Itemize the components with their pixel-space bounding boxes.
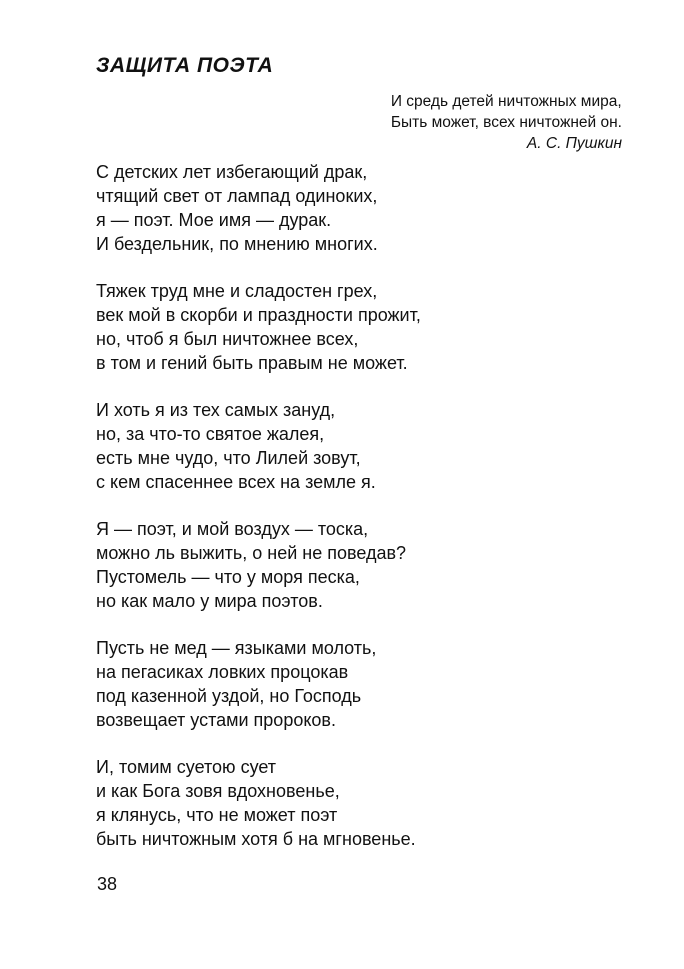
stanza <box>96 398 421 494</box>
epigraph <box>391 91 622 154</box>
epigraph-line: Быть может, всех ничтожней он. <box>390 114 622 131</box>
stanza <box>96 755 421 851</box>
poem-line: но, за что-то святое жалея, <box>96 424 325 444</box>
poem-title: ЗАЩИТА ПОЭТА <box>96 54 274 77</box>
stanza <box>96 517 421 613</box>
poem-line: я — поэт. Мое имя — дурак. <box>96 210 332 230</box>
poem-line: И, томим суетою сует <box>96 757 277 777</box>
poem-line: Пусть не мед — языками молоть, <box>96 638 377 658</box>
poem-line: но как мало у мира поэтов. <box>96 591 323 611</box>
poem-line: возвещает устами пророков. <box>96 710 336 730</box>
poem-line: чтящий свет от лампад одиноких, <box>96 186 378 206</box>
poem-line: под казенной уздой, но Господь <box>96 686 362 706</box>
poem-line: с кем спасеннее всех на земле я. <box>96 472 376 492</box>
page-number: 38 <box>97 874 118 894</box>
poem-line: С детских лет избегающий драк, <box>96 162 368 182</box>
poem-body <box>96 160 421 874</box>
poem-line: в том и гений быть правым не может. <box>96 353 408 373</box>
poem-line: на пегасиках ловких процокав <box>96 662 349 682</box>
epigraph-author: А. С. Пушкин <box>526 135 622 152</box>
poem-line: я клянусь, что не может поэт <box>96 805 338 825</box>
poem-line: но, чтоб я был ничтожнее всех, <box>96 329 359 349</box>
poem-line: И бездельник, по мнению многих. <box>96 234 378 254</box>
epigraph-line: И средь детей ничтожных мира, <box>390 93 622 110</box>
poem-line: можно ль выжить, о ней не поведав? <box>96 543 407 563</box>
poem-line: Тяжек труд мне и сладостен грех, <box>96 281 378 301</box>
stanza <box>96 160 421 256</box>
stanza <box>96 279 421 375</box>
poem-line: Пустомель — что у моря песка, <box>96 567 360 587</box>
poem-line: Я — поэт, и мой воздух — тоска, <box>96 519 369 539</box>
stanza <box>96 636 421 732</box>
poem-line: век мой в скорби и праздности прожит, <box>96 305 421 325</box>
poem-line: быть ничтожным хотя б на мгновенье. <box>96 829 416 849</box>
poem-line: И хоть я из тех самых зануд, <box>96 400 336 420</box>
poem-line: и как Бога зовя вдохновенье, <box>96 781 340 801</box>
poem-line: есть мне чудо, что Лилей зовут, <box>96 448 361 468</box>
